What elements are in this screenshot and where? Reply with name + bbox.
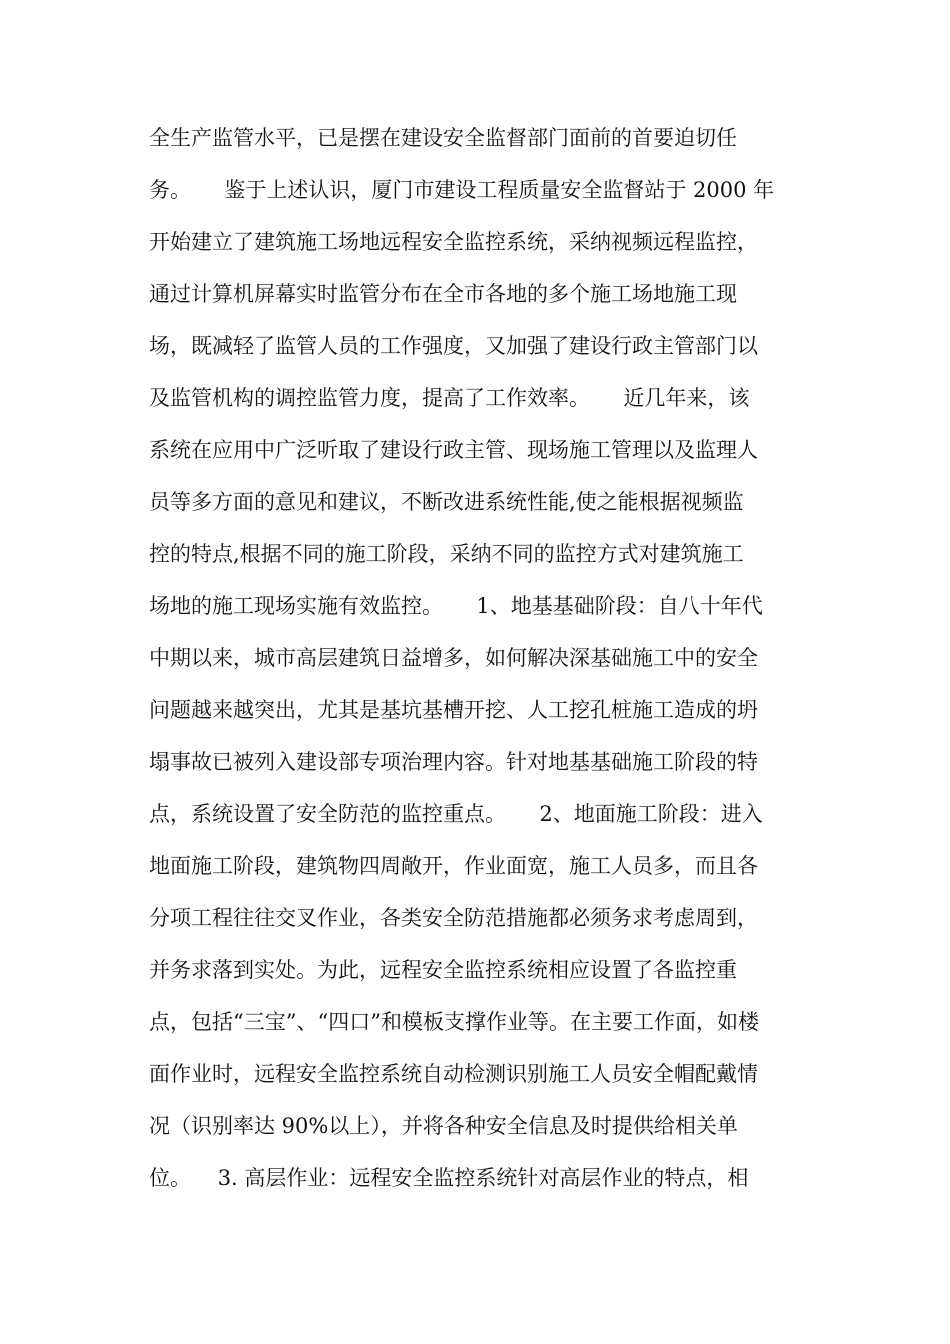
text-line: 全生产监管水平，已是摆在建设安全监督部门面前的首要迫切任 (149, 126, 737, 150)
text-line: 系统在应用中广泛听取了建设行政主管、现场施工管理以及监理人 (149, 438, 758, 462)
text-line: 务。 鉴于上述认识，厦门市建设工程质量安全监督站于 2000 年 (149, 178, 775, 202)
text-line: 点，包括“三宝”、“四口”和模板支撑作业等。在主要工作面，如楼 (149, 1010, 759, 1034)
text-line: 塌事故已被列入建设部专项治理内容。针对地基基础施工阶段的特 (149, 750, 758, 774)
text-line: 况（识别率达 90%以上），并将各种安全信息及时提供给相关单 (149, 1114, 738, 1138)
text-line: 点，系统设置了安全防范的监控重点。 2、地面施工阶段：进入 (149, 802, 763, 826)
text-line: 开始建立了建筑施工场地远程安全监控系统，采纳视频远程监控， (149, 230, 758, 254)
text-line: 场，既减轻了监管人员的工作强度，又加强了建设行政主管部门以 (149, 334, 758, 358)
text-line: 分项工程往往交叉作业，各类安全防范措施都必须务求考虑周到， (149, 906, 758, 930)
text-line: 员等多方面的意见和建议，不断改进系统性能,使之能根据视频监 (149, 490, 744, 514)
body-text (149, 116, 809, 1208)
text-line: 通过计算机屏幕实时监管分布在全市各地的多个施工场地施工现 (149, 282, 737, 306)
text-line: 位。 3. 高层作业：远程安全监控系统针对高层作业的特点，相 (149, 1166, 749, 1190)
text-line: 问题越来越突出，尤其是基坑基槽开挖、人工挖孔桩施工造成的坍 (149, 698, 758, 722)
text-line: 中期以来，城市高层建筑日益增多，如何解决深基础施工中的安全 (149, 646, 758, 670)
text-line: 及监管机构的调控监管力度，提高了工作效率。 近几年来，该 (149, 386, 750, 410)
text-line: 场地的施工现场实施有效监控。 1、地基基础阶段：自八十年代 (149, 594, 763, 618)
text-line: 地面施工阶段，建筑物四周敞开，作业面宽，施工人员多，而且各 (149, 854, 758, 878)
text-line: 面作业时，远程安全监控系统自动检测识别施工人员安全帽配戴情 (149, 1062, 758, 1086)
text-line: 并务求落到实处。为此，远程安全监控系统相应设置了各监控重 (149, 958, 737, 982)
text-line: 控的特点,根据不同的施工阶段，采纳不同的监控方式对建筑施工 (149, 542, 744, 566)
